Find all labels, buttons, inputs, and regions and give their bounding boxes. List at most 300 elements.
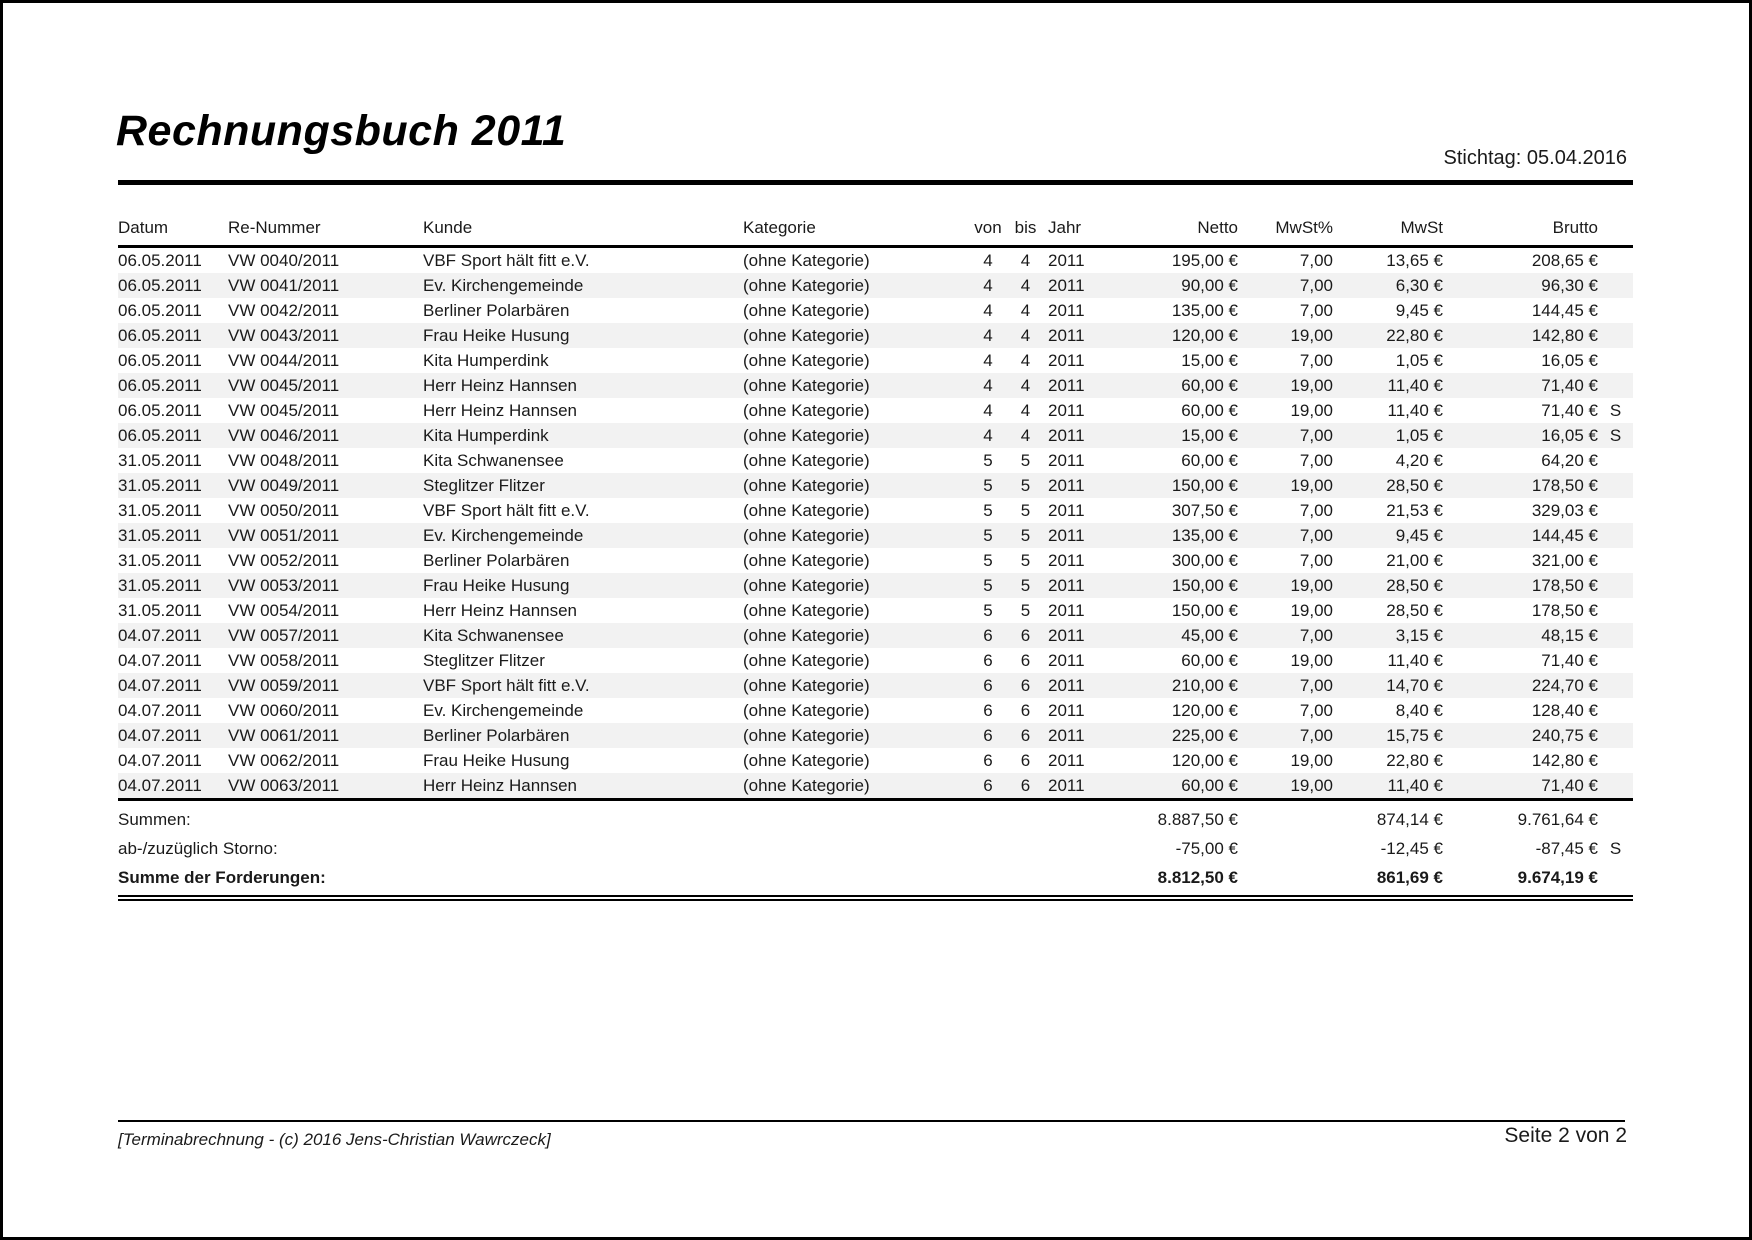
table-row: [118, 348, 1633, 373]
cell-mwst: 1,05 €: [1395, 351, 1443, 370]
summary-mwst-prozent: [1238, 863, 1333, 898]
cell-jahr: 2011: [1048, 426, 1085, 445]
cell-brutto: 144,45 €: [1531, 526, 1598, 545]
cell-datum: 06.05.2011: [118, 251, 202, 270]
cell-jahr: 2011: [1048, 551, 1085, 570]
cell-bis: 6: [1020, 651, 1031, 670]
cell-mwst-prozent: 7,00: [1299, 551, 1333, 570]
cell-von: 5: [983, 451, 993, 470]
cell-von: 5: [983, 551, 993, 570]
cell-jahr: 2011: [1048, 526, 1085, 545]
cell-brutto: 329,03 €: [1531, 501, 1598, 520]
cell-brutto: 224,70 €: [1531, 676, 1598, 695]
cell-renummer: VW 0049/2011: [228, 476, 340, 495]
cell-datum: 04.07.2011: [118, 751, 202, 770]
cell-kategorie: (ohne Kategorie): [743, 476, 870, 495]
cell-netto: 120,00 €: [1171, 751, 1238, 770]
cell-mwst: 11,40 €: [1387, 651, 1443, 670]
cell-storno-flag: [1598, 723, 1633, 748]
table-header: [118, 212, 1633, 247]
cell-storno-flag: [1598, 748, 1633, 773]
summary-brutto: 9.761,64 €: [1443, 800, 1598, 835]
table-row: [118, 298, 1633, 323]
cell-kategorie: (ohne Kategorie): [743, 776, 870, 795]
cell-datum: 06.05.2011: [118, 426, 202, 445]
cell-renummer: VW 0046/2011: [228, 426, 340, 445]
cell-kategorie: (ohne Kategorie): [743, 376, 870, 395]
summary-row-forderungen: [118, 863, 1633, 898]
col-header-jahr: Jahr: [1043, 212, 1118, 247]
cell-mwst-prozent: 19,00: [1290, 326, 1333, 345]
cell-kunde: Ev. Kirchengemeinde: [423, 526, 584, 545]
cell-storno-flag: [1598, 698, 1633, 723]
cell-netto: 120,00 €: [1171, 701, 1238, 720]
cell-kunde: Ev. Kirchengemeinde: [423, 276, 584, 295]
summary-mwst-prozent: [1238, 834, 1333, 863]
page-title: Rechnungsbuch 2011: [116, 107, 567, 155]
cell-datum: 31.05.2011: [118, 576, 202, 595]
col-header-kunde: Kunde: [423, 212, 743, 247]
cell-mwst-prozent: 19,00: [1290, 576, 1333, 595]
cell-mwst: 11,40 €: [1387, 401, 1443, 420]
summary-label: Summen:: [118, 800, 1118, 835]
summary-mwst: 874,14 €: [1333, 800, 1443, 835]
cell-kategorie: (ohne Kategorie): [743, 751, 870, 770]
cell-von: 5: [983, 501, 993, 520]
table-row: [118, 773, 1633, 800]
table-row: [118, 573, 1633, 598]
cell-brutto: 240,75 €: [1531, 726, 1598, 745]
cell-renummer: VW 0040/2011: [228, 251, 340, 270]
table-row: [118, 673, 1633, 698]
cell-mwst: 28,50 €: [1386, 576, 1443, 595]
cell-von: 6: [983, 676, 993, 695]
cell-von: 4: [983, 301, 993, 320]
cell-storno-flag: [1598, 373, 1633, 398]
cell-kategorie: (ohne Kategorie): [743, 451, 870, 470]
cell-kategorie: (ohne Kategorie): [743, 251, 870, 270]
invoice-table: [118, 212, 1633, 901]
cell-mwst-prozent: 19,00: [1290, 476, 1333, 495]
cell-datum: 06.05.2011: [118, 401, 202, 420]
cell-netto: 120,00 €: [1171, 326, 1238, 345]
cell-jahr: 2011: [1048, 601, 1085, 620]
cell-von: 6: [983, 626, 993, 645]
cell-brutto: 208,65 €: [1531, 251, 1598, 270]
summary-mwst: 861,69 €: [1333, 863, 1443, 898]
cell-datum: 04.07.2011: [118, 651, 202, 670]
cell-renummer: VW 0041/2011: [228, 276, 340, 295]
cell-mwst-prozent: 19,00: [1290, 751, 1333, 770]
cell-mwst-prozent: 7,00: [1299, 426, 1333, 445]
cell-von: 6: [983, 651, 993, 670]
cell-storno-flag: S: [1609, 401, 1622, 420]
table-row: [118, 423, 1633, 448]
cell-kategorie: (ohne Kategorie): [743, 676, 870, 695]
cell-renummer: VW 0045/2011: [228, 401, 340, 420]
cell-mwst: 9,45 €: [1395, 301, 1443, 320]
cell-storno-flag: [1598, 548, 1633, 573]
cell-bis: 4: [1020, 401, 1031, 420]
cell-brutto: 178,50 €: [1531, 601, 1598, 620]
col-header-bis: bis: [1008, 212, 1043, 247]
cell-jahr: 2011: [1048, 751, 1085, 770]
cell-brutto: 128,40 €: [1531, 701, 1598, 720]
footer-divider: [118, 1120, 1625, 1122]
cell-kunde: Berliner Polarbären: [423, 301, 570, 320]
cell-renummer: VW 0044/2011: [228, 351, 340, 370]
cell-datum: 31.05.2011: [118, 601, 202, 620]
cell-kategorie: (ohne Kategorie): [743, 626, 870, 645]
stichtag-date: Stichtag: 05.04.2016: [1443, 147, 1627, 169]
cell-kategorie: (ohne Kategorie): [743, 726, 870, 745]
cell-jahr: 2011: [1048, 376, 1085, 395]
table-row: [118, 548, 1633, 573]
cell-storno-flag: [1598, 498, 1633, 523]
cell-kategorie: (ohne Kategorie): [743, 351, 870, 370]
footer-copyright: [Terminabrechnung - (c) 2016 Jens-Christian Wawrczeck]: [118, 1130, 551, 1149]
cell-brutto: 96,30 €: [1541, 276, 1598, 295]
cell-storno-flag: [1598, 273, 1633, 298]
cell-bis: 5: [1020, 601, 1031, 620]
cell-bis: 6: [1020, 676, 1031, 695]
cell-datum: 31.05.2011: [118, 451, 202, 470]
cell-storno-flag: [1598, 773, 1633, 800]
cell-netto: 135,00 €: [1171, 526, 1238, 545]
cell-netto: 225,00 €: [1171, 726, 1238, 745]
cell-von: 4: [983, 426, 993, 445]
cell-von: 4: [983, 401, 993, 420]
cell-mwst-prozent: 7,00: [1299, 351, 1333, 370]
cell-jahr: 2011: [1048, 351, 1085, 370]
cell-netto: 150,00 €: [1171, 476, 1238, 495]
col-header-brutto: Brutto: [1443, 212, 1598, 247]
cell-netto: 195,00 €: [1171, 251, 1238, 270]
table-row: [118, 723, 1633, 748]
cell-storno-flag: [1598, 473, 1633, 498]
cell-netto: 15,00 €: [1181, 426, 1238, 445]
cell-mwst-prozent: 19,00: [1290, 401, 1333, 420]
cell-kunde: Kita Humperdink: [423, 426, 549, 445]
cell-mwst: 11,40 €: [1387, 776, 1443, 795]
summary-brutto: 9.674,19 €: [1443, 863, 1598, 898]
cell-kategorie: (ohne Kategorie): [743, 576, 870, 595]
cell-storno-flag: [1598, 523, 1633, 548]
cell-mwst: 28,50 €: [1386, 601, 1443, 620]
col-header-datum: Datum: [118, 212, 228, 247]
cell-storno-flag: [1598, 673, 1633, 698]
cell-netto: 60,00 €: [1181, 376, 1238, 395]
cell-bis: 6: [1020, 776, 1031, 795]
cell-kunde: Herr Heinz Hannsen: [423, 401, 578, 420]
table-row: [118, 247, 1633, 274]
cell-mwst-prozent: 7,00: [1299, 626, 1333, 645]
cell-renummer: VW 0060/2011: [228, 701, 340, 720]
cell-datum: 04.07.2011: [118, 776, 202, 795]
summary-storno-flag: [1598, 800, 1633, 835]
cell-mwst: 4,20 €: [1395, 451, 1443, 470]
cell-storno-flag: [1598, 648, 1633, 673]
cell-jahr: 2011: [1048, 326, 1085, 345]
col-header-netto: Netto: [1118, 212, 1238, 247]
cell-jahr: 2011: [1048, 476, 1085, 495]
cell-brutto: 71,40 €: [1541, 776, 1598, 795]
cell-von: 4: [983, 326, 993, 345]
cell-kategorie: (ohne Kategorie): [743, 401, 870, 420]
cell-storno-flag: [1598, 573, 1633, 598]
cell-datum: 04.07.2011: [118, 701, 202, 720]
cell-von: 6: [983, 751, 993, 770]
cell-jahr: 2011: [1048, 701, 1085, 720]
cell-kunde: Berliner Polarbären: [423, 726, 570, 745]
cell-netto: 150,00 €: [1171, 601, 1238, 620]
table-row: [118, 398, 1633, 423]
col-header-von: von: [968, 212, 1008, 247]
summary-mwst: -12,45 €: [1380, 839, 1443, 858]
cell-kunde: Steglitzer Flitzer: [423, 476, 545, 495]
cell-kategorie: (ohne Kategorie): [743, 651, 870, 670]
cell-mwst-prozent: 19,00: [1290, 601, 1333, 620]
cell-netto: 210,00 €: [1171, 676, 1238, 695]
cell-bis: 6: [1020, 701, 1031, 720]
cell-bis: 4: [1020, 351, 1031, 370]
table-row: [118, 598, 1633, 623]
cell-datum: 04.07.2011: [118, 626, 202, 645]
table-row: [118, 623, 1633, 648]
cell-jahr: 2011: [1048, 626, 1085, 645]
cell-jahr: 2011: [1048, 576, 1085, 595]
cell-kunde: Herr Heinz Hannsen: [423, 376, 578, 395]
cell-datum: 31.05.2011: [118, 526, 202, 545]
col-header-mwst-prozent: MwSt%: [1238, 212, 1333, 247]
cell-brutto: 48,15 €: [1541, 626, 1598, 645]
cell-brutto: 178,50 €: [1531, 576, 1598, 595]
cell-mwst: 15,75 €: [1386, 726, 1443, 745]
cell-jahr: 2011: [1048, 676, 1085, 695]
cell-mwst: 28,50 €: [1386, 476, 1443, 495]
col-header-mwst: MwSt: [1333, 212, 1443, 247]
cell-kategorie: (ohne Kategorie): [743, 326, 870, 345]
cell-mwst: 14,70 €: [1386, 676, 1443, 695]
table-row: [118, 373, 1633, 398]
cell-brutto: 71,40 €: [1541, 651, 1598, 670]
cell-renummer: VW 0043/2011: [228, 326, 340, 345]
summary-label: ab-/zuzüglich Storno:: [118, 839, 278, 858]
cell-netto: 150,00 €: [1171, 576, 1238, 595]
cell-renummer: VW 0053/2011: [228, 576, 340, 595]
cell-von: 5: [983, 576, 993, 595]
cell-datum: 06.05.2011: [118, 351, 202, 370]
cell-jahr: 2011: [1048, 251, 1085, 270]
cell-kunde: Frau Heike Husung: [423, 576, 570, 595]
cell-kategorie: (ohne Kategorie): [743, 501, 870, 520]
cell-mwst-prozent: 19,00: [1290, 651, 1333, 670]
cell-von: 6: [983, 726, 993, 745]
cell-bis: 6: [1020, 751, 1031, 770]
cell-kunde: VBF Sport hält fitt e.V.: [423, 501, 590, 520]
summary-netto: -75,00 €: [1175, 839, 1238, 858]
cell-kunde: Kita Schwanensee: [423, 451, 564, 470]
cell-datum: 31.05.2011: [118, 551, 202, 570]
cell-datum: 06.05.2011: [118, 301, 202, 320]
col-header-renummer: Re-Nummer: [228, 212, 423, 247]
cell-netto: 60,00 €: [1181, 776, 1238, 795]
cell-storno-flag: [1598, 623, 1633, 648]
cell-von: 4: [983, 351, 993, 370]
table-row: [118, 648, 1633, 673]
cell-kunde: Frau Heike Husung: [423, 751, 570, 770]
cell-bis: 6: [1020, 726, 1031, 745]
cell-brutto: 321,00 €: [1531, 551, 1598, 570]
cell-bis: 4: [1020, 426, 1031, 445]
cell-von: 5: [983, 526, 993, 545]
cell-brutto: 16,05 €: [1541, 351, 1598, 370]
summary-storno-flag: [1598, 863, 1633, 898]
cell-datum: 06.05.2011: [118, 376, 202, 395]
cell-kategorie: (ohne Kategorie): [743, 701, 870, 720]
cell-kategorie: (ohne Kategorie): [743, 551, 870, 570]
cell-mwst-prozent: 7,00: [1299, 301, 1333, 320]
cell-mwst-prozent: 19,00: [1290, 376, 1333, 395]
cell-mwst: 9,45 €: [1395, 526, 1443, 545]
cell-renummer: VW 0042/2011: [228, 301, 340, 320]
cell-renummer: VW 0059/2011: [228, 676, 340, 695]
cell-datum: 04.07.2011: [118, 676, 202, 695]
cell-bis: 5: [1020, 526, 1031, 545]
cell-datum: 06.05.2011: [118, 276, 202, 295]
cell-renummer: VW 0057/2011: [228, 626, 340, 645]
cell-storno-flag: [1598, 298, 1633, 323]
table-row: [118, 698, 1633, 723]
table-header-row: [118, 212, 1633, 247]
cell-netto: 135,00 €: [1171, 301, 1238, 320]
cell-mwst-prozent: 7,00: [1299, 251, 1333, 270]
table-body: [118, 247, 1633, 800]
cell-jahr: 2011: [1048, 501, 1085, 520]
title-divider: [118, 180, 1633, 185]
cell-storno-flag: [1598, 247, 1633, 274]
cell-renummer: VW 0045/2011: [228, 376, 340, 395]
cell-mwst: 21,00 €: [1386, 551, 1443, 570]
summary-mwst-prozent: [1238, 800, 1333, 835]
col-header-storno-flag: [1598, 212, 1633, 247]
cell-bis: 4: [1020, 326, 1031, 345]
cell-renummer: VW 0063/2011: [228, 776, 340, 795]
cell-brutto: 144,45 €: [1531, 301, 1598, 320]
cell-kunde: Kita Schwanensee: [423, 626, 564, 645]
cell-bis: 5: [1020, 451, 1031, 470]
cell-von: 5: [983, 476, 993, 495]
cell-brutto: 142,80 €: [1531, 751, 1598, 770]
cell-von: 6: [983, 776, 993, 795]
table-row: [118, 498, 1633, 523]
cell-kunde: Berliner Polarbären: [423, 551, 570, 570]
cell-netto: 45,00 €: [1181, 626, 1238, 645]
cell-jahr: 2011: [1048, 401, 1085, 420]
table-row: [118, 448, 1633, 473]
summary-storno-flag: S: [1609, 839, 1622, 858]
summary-section: [118, 800, 1633, 899]
cell-kategorie: (ohne Kategorie): [743, 601, 870, 620]
cell-kategorie: (ohne Kategorie): [743, 276, 870, 295]
cell-von: 5: [983, 601, 993, 620]
cell-kunde: Kita Humperdink: [423, 351, 549, 370]
cell-kunde: VBF Sport hält fitt e.V.: [423, 676, 590, 695]
cell-mwst: 21,53 €: [1386, 501, 1443, 520]
cell-netto: 60,00 €: [1181, 651, 1238, 670]
cell-renummer: VW 0051/2011: [228, 526, 340, 545]
table-row: [118, 748, 1633, 773]
cell-storno-flag: [1598, 598, 1633, 623]
cell-storno-flag: [1598, 323, 1633, 348]
cell-datum: 31.05.2011: [118, 476, 202, 495]
cell-brutto: 64,20 €: [1541, 451, 1598, 470]
col-header-kategorie: Kategorie: [743, 212, 968, 247]
cell-bis: 4: [1020, 376, 1031, 395]
cell-netto: 60,00 €: [1181, 451, 1238, 470]
cell-mwst: 22,80 €: [1386, 326, 1443, 345]
cell-von: 4: [983, 251, 993, 270]
cell-netto: 60,00 €: [1181, 401, 1238, 420]
table-row: [118, 523, 1633, 548]
cell-brutto: 178,50 €: [1531, 476, 1598, 495]
cell-bis: 4: [1020, 276, 1031, 295]
cell-renummer: VW 0052/2011: [228, 551, 340, 570]
cell-brutto: 71,40 €: [1541, 376, 1598, 395]
cell-jahr: 2011: [1048, 301, 1085, 320]
cell-renummer: VW 0061/2011: [228, 726, 340, 745]
cell-storno-flag: [1598, 448, 1633, 473]
summary-netto: 8.812,50 €: [1118, 863, 1238, 898]
cell-jahr: 2011: [1048, 726, 1085, 745]
cell-datum: 31.05.2011: [118, 501, 202, 520]
cell-jahr: 2011: [1048, 276, 1085, 295]
cell-von: 4: [983, 376, 993, 395]
cell-renummer: VW 0058/2011: [228, 651, 340, 670]
cell-kategorie: (ohne Kategorie): [743, 426, 870, 445]
cell-bis: 5: [1020, 551, 1031, 570]
table-row: [118, 473, 1633, 498]
cell-datum: 06.05.2011: [118, 326, 202, 345]
cell-jahr: 2011: [1048, 451, 1085, 470]
cell-brutto: 71,40 €: [1541, 401, 1598, 420]
cell-mwst-prozent: 7,00: [1299, 501, 1333, 520]
cell-mwst: 6,30 €: [1395, 276, 1443, 295]
cell-kunde: VBF Sport hält fitt e.V.: [423, 251, 590, 270]
cell-kategorie: (ohne Kategorie): [743, 301, 870, 320]
cell-mwst-prozent: 7,00: [1299, 726, 1333, 745]
table-row: [118, 323, 1633, 348]
cell-mwst: 8,40 €: [1395, 701, 1443, 720]
cell-netto: 15,00 €: [1181, 351, 1238, 370]
cell-mwst-prozent: 7,00: [1299, 526, 1333, 545]
cell-kunde: Frau Heike Husung: [423, 326, 570, 345]
footer-page-number: Seite 2 von 2: [1504, 1124, 1627, 1147]
summary-row-storno: [118, 834, 1633, 863]
cell-kunde: Herr Heinz Hannsen: [423, 601, 578, 620]
cell-renummer: VW 0062/2011: [228, 751, 340, 770]
summary-label: Summe der Forderungen:: [118, 863, 1118, 898]
cell-von: 4: [983, 276, 993, 295]
cell-kunde: Herr Heinz Hannsen: [423, 776, 578, 795]
summary-brutto: -87,45 €: [1535, 839, 1598, 858]
cell-jahr: 2011: [1048, 651, 1085, 670]
cell-mwst-prozent: 7,00: [1299, 676, 1333, 695]
cell-renummer: VW 0054/2011: [228, 601, 340, 620]
cell-mwst-prozent: 7,00: [1299, 701, 1333, 720]
cell-bis: 5: [1020, 501, 1031, 520]
cell-kategorie: (ohne Kategorie): [743, 526, 870, 545]
